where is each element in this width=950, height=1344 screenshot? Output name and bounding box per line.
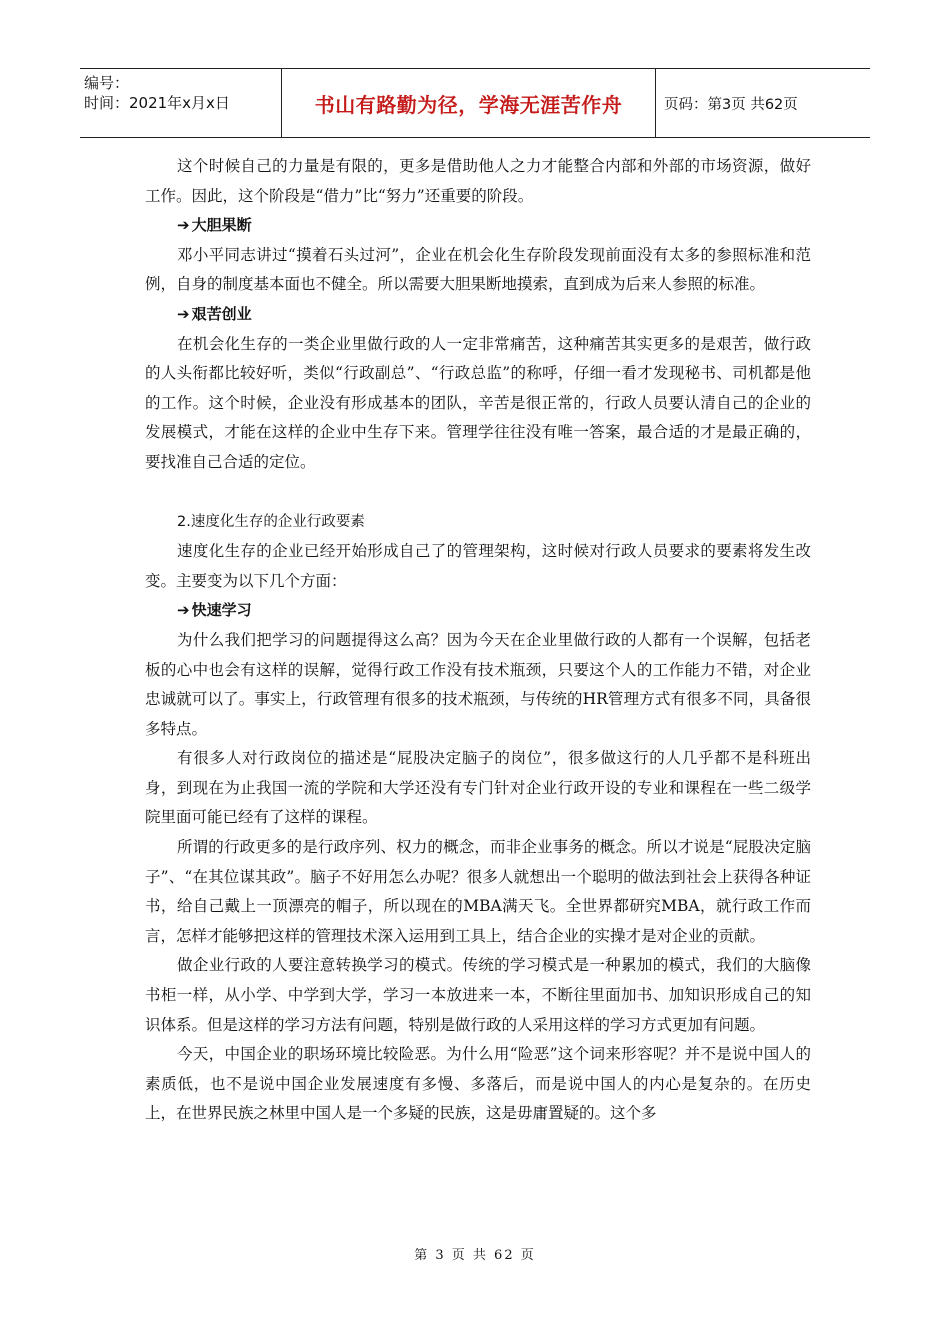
paragraph: 有很多人对行政岗位的描述是“屁股决定脑子的岗位”，很多做这行的人几乎都不是科班出身，到现在为止我国一流的学院和大学还没有专门针对企业行政开设的专业和课程在一些二级学院里面可能已经有了这样的课程。 [145,749,811,827]
section-heading [145,596,811,626]
document-date: 时间：2021年x月x日 [84,94,230,112]
paragraph: 速度化生存的企业已经开始形成自己了的管理架构，这时候对行政人员要求的要素将发生改变。主要变为以下几个方面： [145,542,811,590]
paragraph: 邓小平同志讲过“摸着石头过河”，企业在机会化生存阶段发现前面没有太多的参照标准和范例，自身的制度基本面也不健全。所以需要大胆果断地摸索，直到成为后来人参照的标准。 [145,245,811,294]
section-heading [145,211,811,241]
paragraph: 为什么我们把学习的问题提得这么高？因为今天在企业里做行政的人都有一个误解，包括老板的心中也会有这样的误解，觉得行政工作没有技术瓶颈，只要这个人的工作能力不错，对企业忠诚就可以了。事实上，行政管理有很多的技术瓶颈，与传统的HR管理方式有很多不同，具备很多特点。 [145,630,811,738]
arrow-right-icon: ➔ [177,304,190,323]
heading-text: 快速学习 [191,601,252,620]
paragraph: 今天，中国企业的职场环境比较险恶。为什么用“险恶”这个词来形容呢？并不是说中国人的素质低，也不是说中国企业发展速度有多慢、多落后，而是说中国人的内心是复杂的。在历史上，在世界民族之林里中国人是一个多疑的民族，这是毋庸置疑的。这个多 [145,1045,811,1123]
paragraph: 做企业行政的人要注意转换学习的模式。传统的学习模式是一种累加的模式，我们的大脑像书柜一样，从小学、中学到大学，学习一本放进来一本，不断往里面加书、加知识形成自己的知识体系。但是这样的学习方法有问题，特别是做行政的人采用这样的学习方式更加有问题。 [145,956,811,1034]
header-page-info: 页码：第3页 共62页 [664,96,798,113]
arrow-right-icon: ➔ [177,601,190,620]
paragraph: 这个时候自己的力量是有限的，更多是借助他人之力才能整合内部和外部的市场资源，做好工作。因此，这个阶段是“借力”比“努力”还重要的阶段。 [145,157,811,205]
paragraph: 所谓的行政更多的是行政序列、权力的概念，而非企业事务的概念。所以才说是“屁股决定脑子”、“在其位谋其政”。脑子不好用怎么办呢？很多人就想出一个聪明的做法到社会上获得各种证书，给自己戴上一顶漂亮的帽子，所以现在的MBA满天飞。全世界都研究MBA，就行政工作而言，怎样才能够把这样的管理技术深入运用到工具上，结合企业的实操才是对企业的贡献。 [145,838,811,945]
header-meta [80,69,282,137]
paragraph: 在机会化生存的一类企业里做行政的人一定非常痛苦，这种痛苦其实更多的是艰苦，做行政的人头衔都比较好听，类似“行政副总”、“行政总监”的称呼，仔细一看才发现秘书、司机都是他的工作。这个时候，企业没有形成基本的团队，辛苦是很正常的，行政人员要认清自己的企业的发展模式，才能在这样的企业中生存下来。管理学往往没有唯一答案，最合适的才是最正确的，要找准自己合适的定位。 [145,334,811,471]
document-number-label: 编号： [84,74,130,92]
heading-text: 大胆果断 [191,216,252,235]
page-footer: 第 3 页 共 62 页 [414,1248,536,1263]
section-heading [145,300,811,330]
heading-text: 艰苦创业 [191,304,252,323]
document-body [145,152,811,1129]
arrow-right-icon: ➔ [177,216,190,235]
header-motto: 书山有路勤为径，学海无涯苦作舟 [282,69,656,137]
subsection-title: 2.速度化生存的企业行政要素 [177,513,365,530]
page-header [80,68,870,138]
